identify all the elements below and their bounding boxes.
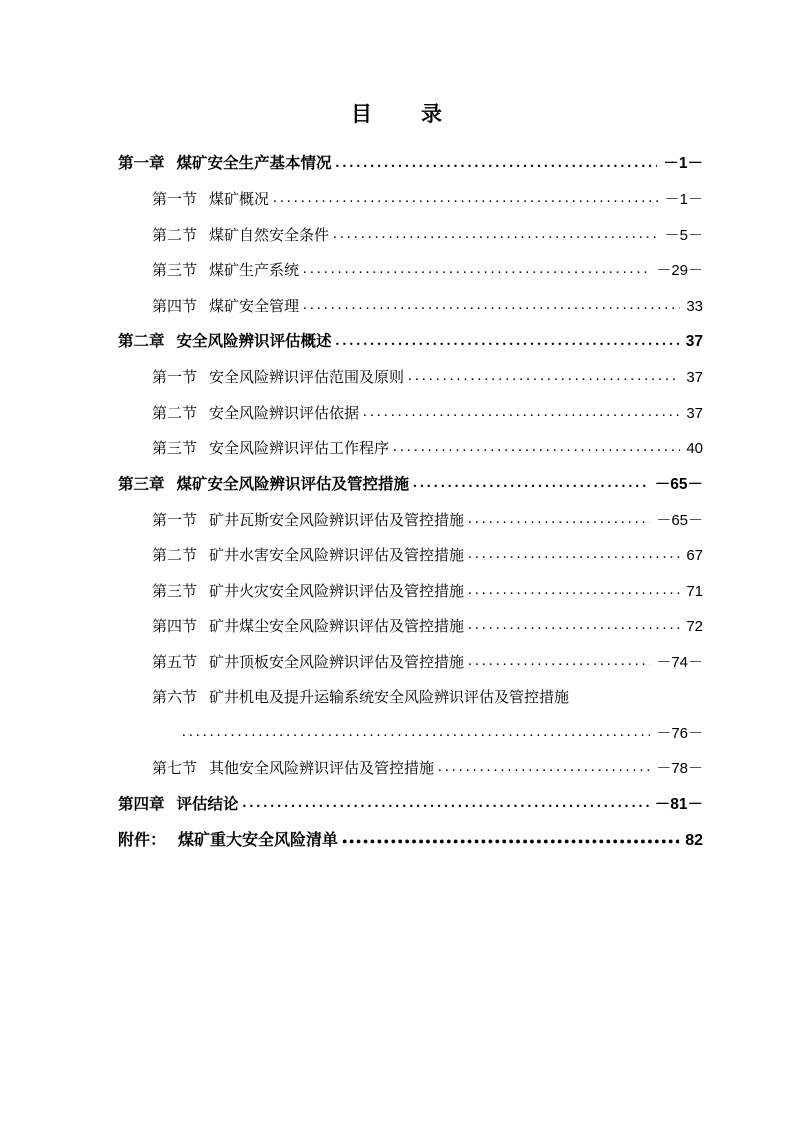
toc-entry-page: －29－	[656, 262, 703, 279]
toc-leader-dots	[182, 726, 650, 741]
toc-entry[interactable]	[118, 797, 703, 813]
toc-entry-label: 矿井煤尘安全风险辨识评估及管控措施	[209, 618, 465, 635]
page-title: 目 录	[351, 103, 456, 126]
toc-leader-dots	[468, 619, 680, 634]
toc-entry-label: 矿井瓦斯安全风险辨识评估及管控措施	[209, 511, 465, 529]
toc-entry-label: 矿井顶板安全风险辨识评估及管控措施	[209, 653, 465, 671]
toc-entry-page: －78－	[656, 760, 703, 777]
toc-leader-dots	[336, 335, 680, 350]
toc-entry[interactable]	[118, 619, 703, 634]
toc-leader-dots	[243, 797, 649, 812]
toc-entry-number: 第二节	[152, 226, 198, 244]
toc-entry-label: 矿井水害安全风险辨识评估及管控措施	[209, 547, 465, 564]
toc-entry-label: 矿井火灾安全风险辨识评估及管控措施	[209, 582, 465, 600]
toc-entry[interactable]	[118, 299, 703, 314]
toc-entry-label: 评估结论	[176, 795, 239, 813]
toc-entry-page: 72	[686, 618, 703, 635]
toc-entry-page: －65－	[654, 475, 703, 493]
toc-entry-number: 第二节	[152, 547, 198, 564]
toc-entry[interactable]	[118, 548, 703, 563]
toc-entry-page: 67	[686, 547, 703, 564]
toc-entry-number: 第一节	[152, 191, 198, 208]
toc-entry[interactable]	[118, 228, 703, 243]
toc-entry-label: 煤矿生产系统	[209, 262, 300, 279]
toc-entry-label: 安全风险辨识评估工作程序	[209, 440, 390, 457]
toc-entry[interactable]	[118, 263, 703, 278]
toc-leader-dots	[363, 406, 680, 421]
toc-entry-page: 37	[686, 369, 703, 386]
toc-entry[interactable]	[118, 370, 703, 385]
toc-leader-dots	[336, 157, 658, 172]
toc-entry-page: －5－	[664, 226, 703, 244]
toc-leader-dots	[303, 299, 680, 314]
toc-entry-number: 第五节	[152, 653, 198, 671]
toc-leader-dots	[408, 370, 680, 385]
toc-entry[interactable]	[118, 406, 703, 421]
toc-entry-page: －81－	[654, 795, 703, 813]
toc-entry-page: 40	[686, 440, 703, 457]
toc-leader-dots	[413, 477, 649, 492]
toc-entry-number: 第三节	[152, 262, 198, 279]
toc-entry-number: 第二章	[118, 333, 165, 350]
toc-entry[interactable]	[118, 477, 703, 493]
toc-entry-number: 第四节	[152, 618, 198, 635]
toc-entry[interactable]	[118, 761, 703, 776]
toc-entry[interactable]	[118, 441, 703, 456]
toc-entry-number: 第三节	[152, 582, 198, 600]
toc-entry-number: 第六节	[152, 689, 198, 706]
toc-leader-dots	[468, 584, 680, 599]
toc-entry-page: 33	[686, 297, 703, 315]
toc-entry-label: 矿井机电及提升运输系统安全风险辨识评估及管控措施	[209, 689, 570, 706]
toc-entry-page: －65－	[656, 511, 703, 529]
toc-entry-number: 第一章	[118, 155, 165, 172]
toc-entry-page: 37	[685, 333, 703, 350]
toc-entry-number: 附件：	[118, 831, 167, 849]
toc-entry-number: 第三章	[118, 475, 165, 493]
toc-entry-label: 安全风险辨识评估范围及原则	[209, 369, 405, 386]
toc-entry-page: －74－	[656, 653, 703, 671]
toc-leader-dots	[273, 192, 659, 207]
table-of-contents	[118, 156, 703, 849]
toc-entry-number: 第一节	[152, 369, 198, 386]
toc-entry-label: 煤矿安全生产基本情况	[176, 155, 332, 172]
toc-entry[interactable]	[118, 655, 703, 670]
toc-entry-page: －76－	[656, 724, 703, 742]
toc-entry-number: 第四节	[152, 297, 198, 315]
toc-entry-label: 安全风险辨识评估概述	[176, 333, 332, 350]
toc-entry-label: 安全风险辨识评估依据	[209, 404, 360, 422]
toc-entry-number: 第二节	[152, 404, 198, 422]
toc-entry-label: 其他安全风险辨识评估及管控措施	[209, 760, 435, 777]
toc-leader-dots	[468, 655, 650, 670]
toc-entry-page: －1－	[663, 155, 703, 172]
toc-entry-number: 第一节	[152, 511, 198, 529]
toc-entry[interactable]	[118, 690, 703, 705]
toc-entry-label: 煤矿重大安全风险清单	[178, 831, 339, 849]
toc-leader-dots	[333, 228, 659, 243]
toc-entry-page: －1－	[664, 191, 703, 208]
toc-leader-dots	[393, 441, 680, 456]
toc-entry-label: 煤矿安全风险辨识评估及管控措施	[176, 475, 410, 493]
toc-entry[interactable]	[118, 833, 703, 849]
toc-entry-page: 37	[686, 404, 703, 422]
toc-entry[interactable]	[118, 334, 703, 350]
toc-entry-continuation[interactable]	[118, 726, 703, 741]
toc-entry[interactable]	[118, 192, 703, 207]
toc-entry-label: 煤矿安全管理	[209, 297, 300, 315]
toc-leader-dots	[468, 548, 680, 563]
toc-entry[interactable]	[118, 156, 703, 172]
toc-entry-label: 煤矿概况	[209, 191, 270, 208]
toc-entry[interactable]	[118, 584, 703, 599]
toc-leader-dots	[303, 263, 650, 278]
toc-entry[interactable]	[118, 513, 703, 528]
toc-entry-label: 煤矿自然安全条件	[209, 226, 330, 244]
toc-leader-dots	[468, 513, 650, 528]
toc-entry-number: 第七节	[152, 760, 198, 777]
toc-entry-page: 82	[685, 831, 703, 849]
toc-entry-page: 71	[686, 582, 703, 600]
toc-entry-number: 第四章	[118, 795, 165, 813]
toc-leader-dots	[342, 834, 679, 849]
toc-entry-number: 第三节	[152, 440, 198, 457]
toc-leader-dots	[438, 761, 650, 776]
